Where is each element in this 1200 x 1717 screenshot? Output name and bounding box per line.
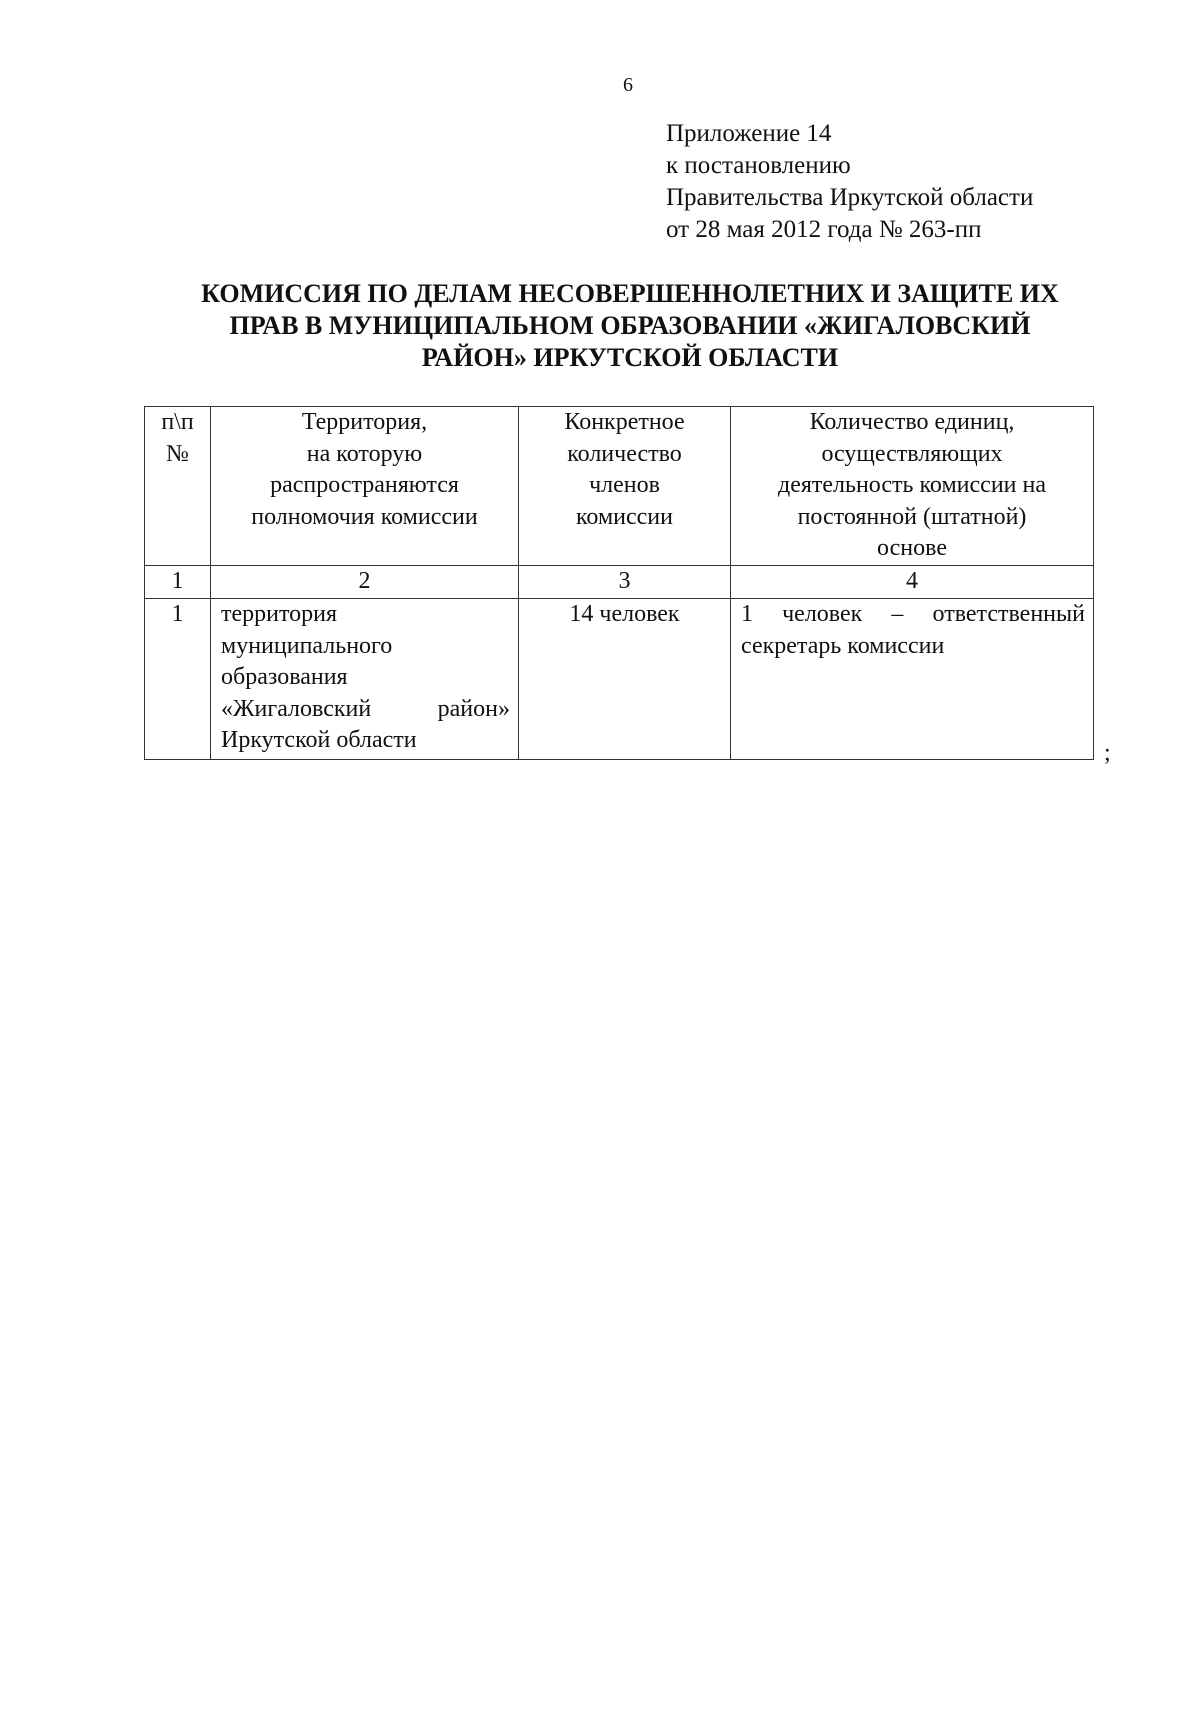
header-text: деятельность комиссии на xyxy=(778,472,1046,498)
table-row xyxy=(145,599,1094,760)
table-header-row xyxy=(145,407,1094,566)
header-text: комиссии xyxy=(575,503,673,530)
title-line: РАЙОН» ИРКУТСКОЙ ОБЛАСТИ xyxy=(421,343,839,372)
header-text: осуществляющих xyxy=(821,440,1003,467)
appendix-line: Правительства Иркутской области xyxy=(666,184,1034,211)
header-cell-members xyxy=(519,407,731,566)
header-text: полномочия комиссии xyxy=(251,503,478,530)
header-cell-territory xyxy=(211,407,519,566)
commission-table xyxy=(144,406,1094,760)
appendix-line: от 28 мая 2012 года № 263-пп xyxy=(666,216,982,243)
header-text: Конкретное xyxy=(564,409,685,435)
header-text: основе xyxy=(877,535,947,561)
staff-text: секретарь комиссии xyxy=(741,632,945,659)
territory-word: «Жигаловский xyxy=(221,695,372,722)
header-text: постоянной (штатной) xyxy=(797,503,1027,530)
trailing-semicolon: ; xyxy=(1104,740,1111,766)
column-number-cell: 1 xyxy=(145,566,211,599)
header-text: количество xyxy=(567,440,682,467)
column-number-cell: 2 xyxy=(211,566,519,599)
header-cell-index xyxy=(145,407,211,566)
territory-text: Иркутской области xyxy=(221,727,417,753)
title-line: КОМИССИЯ ПО ДЕЛАМ НЕСОВЕРШЕННОЛЕТНИХ И ЗАЩИТЕ ИХ xyxy=(201,279,1059,308)
header-text: Территория, xyxy=(301,409,428,435)
column-number-cell: 4 xyxy=(731,566,1094,599)
staff-word: – xyxy=(891,601,904,627)
appendix-line: Приложение 14 xyxy=(666,120,832,147)
page-number: 6 xyxy=(623,74,633,96)
territory-word: район» xyxy=(437,695,510,722)
appendix-line: к постановлению xyxy=(666,152,851,179)
header-text: распространяются xyxy=(270,472,459,498)
header-text: на которую xyxy=(306,440,423,467)
staff-units-cell xyxy=(731,599,1094,760)
staff-word: 1 xyxy=(741,601,753,627)
document-title xyxy=(130,278,1130,374)
column-number-cell: 3 xyxy=(519,566,731,599)
row-number-cell: 1 xyxy=(145,599,211,760)
title-line: ПРАВ В МУНИЦИПАЛЬНОМ ОБРАЗОВАНИИ «ЖИГАЛОВСКИЙ xyxy=(229,311,1031,340)
territory-text-justified xyxy=(221,694,510,726)
territory-text: образования xyxy=(221,664,348,690)
members-count-cell: 14 человек xyxy=(519,599,731,760)
territory-text: территория xyxy=(221,601,338,627)
territory-cell xyxy=(211,599,519,760)
column-number-row xyxy=(145,566,1094,599)
staff-word: человек xyxy=(782,601,863,627)
header-text: № xyxy=(166,440,189,467)
header-text: п\п xyxy=(161,409,194,435)
territory-text: муниципального xyxy=(221,632,393,659)
staff-text-justified xyxy=(741,599,1085,631)
staff-word: ответственный xyxy=(932,601,1085,627)
header-text: Количество единиц, xyxy=(809,409,1015,435)
commission-table-wrapper xyxy=(144,406,1094,760)
header-text: членов xyxy=(589,472,660,498)
appendix-reference xyxy=(666,118,1033,246)
header-cell-staff-units xyxy=(731,407,1094,566)
